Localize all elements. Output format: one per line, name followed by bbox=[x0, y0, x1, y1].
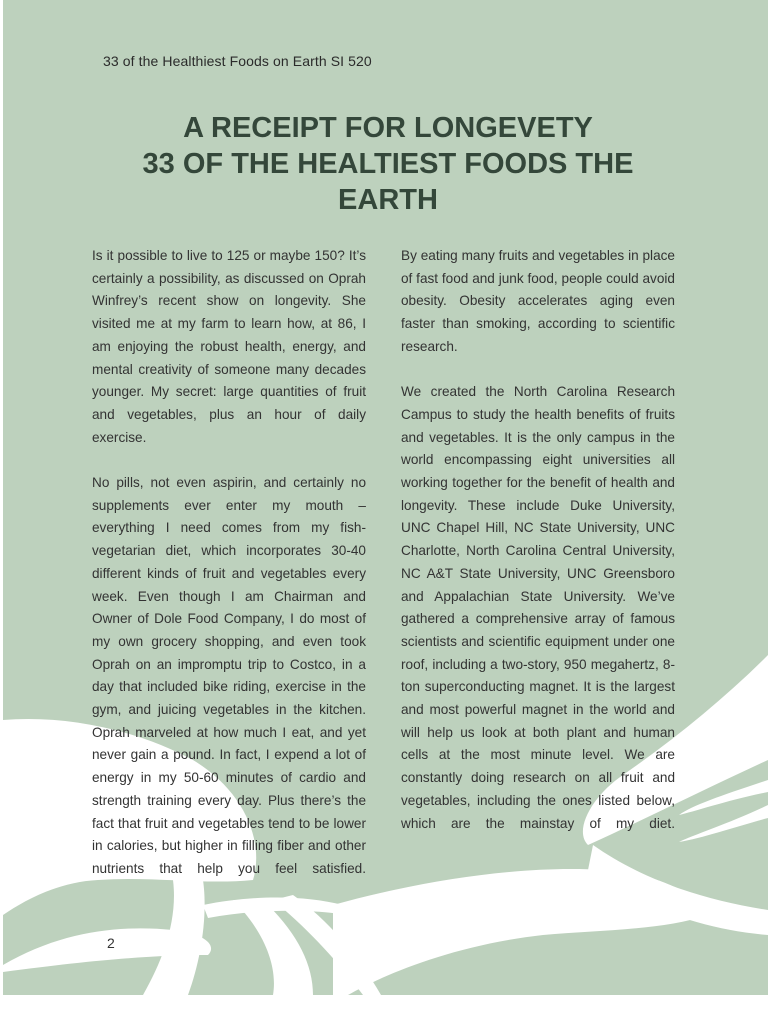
article-title bbox=[63, 110, 713, 218]
page-number: 2 bbox=[107, 935, 115, 951]
title-line-1: A RECEIPT FOR LONGEVETY bbox=[183, 112, 593, 144]
document-page bbox=[3, 0, 768, 995]
running-header: 33 of the Healthiest Foods on Earth SI 520 bbox=[103, 53, 372, 69]
left-column bbox=[92, 245, 366, 903]
left-paragraph-1: Is it possible to live to 125 or maybe 150? It’s certainly a possibility, as discussed on Oprah Winfrey’s recent show on longevity. She visited me at my farm to learn how, at 86, I am enjoying the robust health, energy, and mental creativity of someone many decades younger. My secret: large quantities of fruit and vegetables, plus an hour of daily exercise. bbox=[92, 248, 366, 445]
title-line-3: EARTH bbox=[338, 184, 438, 216]
right-column bbox=[401, 245, 675, 858]
right-paragraph-2: We created the North Carolina Research Campus to study the health benefits of fruits and vegetables. It is the only campus in the world encompassing eight universities all working together for the benefit of health and longevity. These include Duke University, UNC Chapel Hill, NC State University, UNC Charlotte, North Carolina Central University, NC A&T State University, UNC Greensboro and Appalachian State University. We’ve gathered a comprehensive array of famous scientists and scientific equipment under one roof, including a two-story, 950 megahertz, 8-ton superconducting magnet. It is the largest and most powerful magnet in the world and will help us look at both plant and human cells at the most minute level. We are constantly doing research on all fruit and vegetables, including the ones listed below, which are the mainstay of my diet. bbox=[401, 384, 675, 831]
left-paragraph-2: No pills, not even aspirin, and certainly no supplements ever enter my mouth – everything I need comes from my fish-vegetarian diet, which incorporates 30-40 different kinds of fruit and vegetables every week. Even though I am Chairman and Owner of Dole Food Company, I do most of my own grocery shopping, and even took Oprah on an impromptu trip to Costco, in a day that included bike riding, exercise in the gym, and juicing vegetables in the kitchen. Oprah marveled at how much I eat, and yet never gain a pound. In fact, I expend a lot of energy in my 50-60 minutes of cardio and strength training every day. Plus there’s the fact that fruit and vegetables tend to be lower in calories, but higher in filling fiber and other nutrients that help you feel satisfied. bbox=[92, 475, 366, 876]
right-paragraph-1: By eating many fruits and vegetables in place of fast food and junk food, people could avoid obesity. Obesity accelerates aging even faster than smoking, according to scientific research. bbox=[401, 248, 675, 354]
title-line-2: 33 OF THE HEALTIEST FOODS THE bbox=[142, 148, 634, 180]
